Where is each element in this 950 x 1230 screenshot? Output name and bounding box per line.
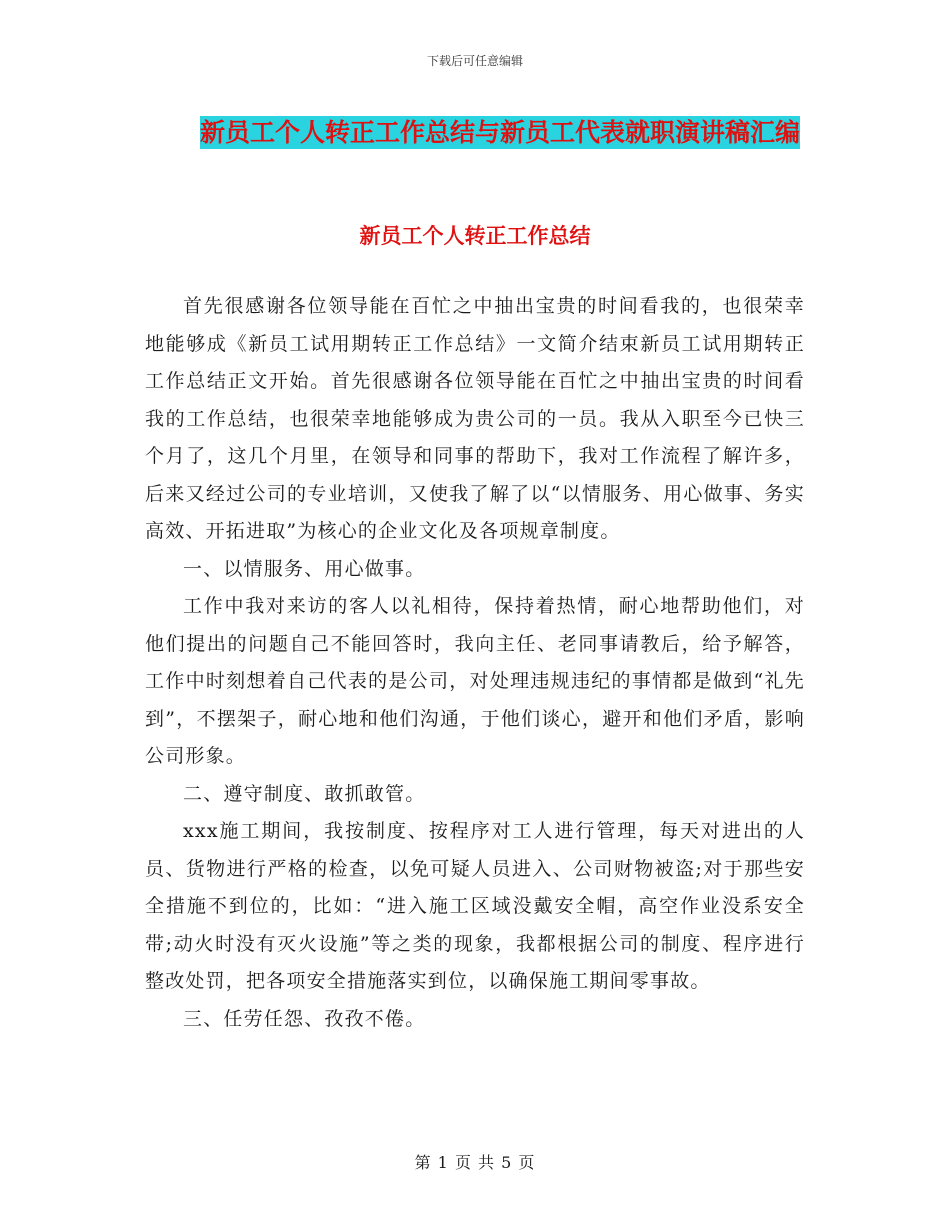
page-footer: 第 1 页 共 5 页 <box>414 1153 536 1172</box>
paragraph-heading-2: 二、遵守制度、敢抓敢管。 <box>183 782 426 805</box>
section-title: 新员工个人转正工作总结 <box>359 224 591 248</box>
document-title-text: 新员工个人转正工作总结与新员工代表就职演讲稿汇编 <box>199 118 800 147</box>
paragraph-intro: 首先很感谢各位领导能在百忙之中抽出宝贵的时间看我的，也很荣幸地能够成《新员工试用期转正工作总结》一文简介结束新员工试用期转正工作总结正文开始。首先很感谢各位领导能在百忙之中抽出宝贵的时间看我的工作总结，也很荣幸地能够成为贵公司的一员。我从入职至今已快三个月了，这几个月里，在领导和同事的帮助下，我对工作流程了解许多，后来又经过公司的专业培训，又使我了解了以“以情服务、用心做事、务实高效、开拓进取”为核心的企业文化及各项规章制度。 <box>145 295 805 542</box>
paragraph-1: 工作中我对来访的客人以礼相待，保持着热情，耐心地帮助他们，对他们提出的问题自己不能回答时，我向主任、老同事请教后，给予解答，工作中时刻想着自己代表的是公司，对处理违规违纪的事情都是做到“礼先到”，不摆架子，耐心地和他们沟通，于他们谈心，避开和他们矛盾，影响公司形象。 <box>145 595 805 767</box>
paragraph-heading-1: 一、以情服务、用心做事。 <box>183 557 426 580</box>
paragraph-2: xxx施工期间，我按制度、按程序对工人进行管理，每天对进出的人员、货物进行严格的检查，以免可疑人员进入、公司财物被盗;对于那些安全措施不到位的，比如：“进入施工区域没戴安全帽，高空作业没系安全带;动火时没有灭火设施”等之类的现象，我都根据公司的制度、程序进行整改处罚，把各项安全措施落实到位，以确保施工期间零事故。 <box>145 820 805 992</box>
document-title <box>190 110 810 156</box>
document-body <box>145 288 805 1038</box>
paragraph-heading-3: 三、任劳任怨、孜孜不倦。 <box>183 1007 426 1030</box>
page-header: 下载后可任意编辑 <box>426 54 523 68</box>
